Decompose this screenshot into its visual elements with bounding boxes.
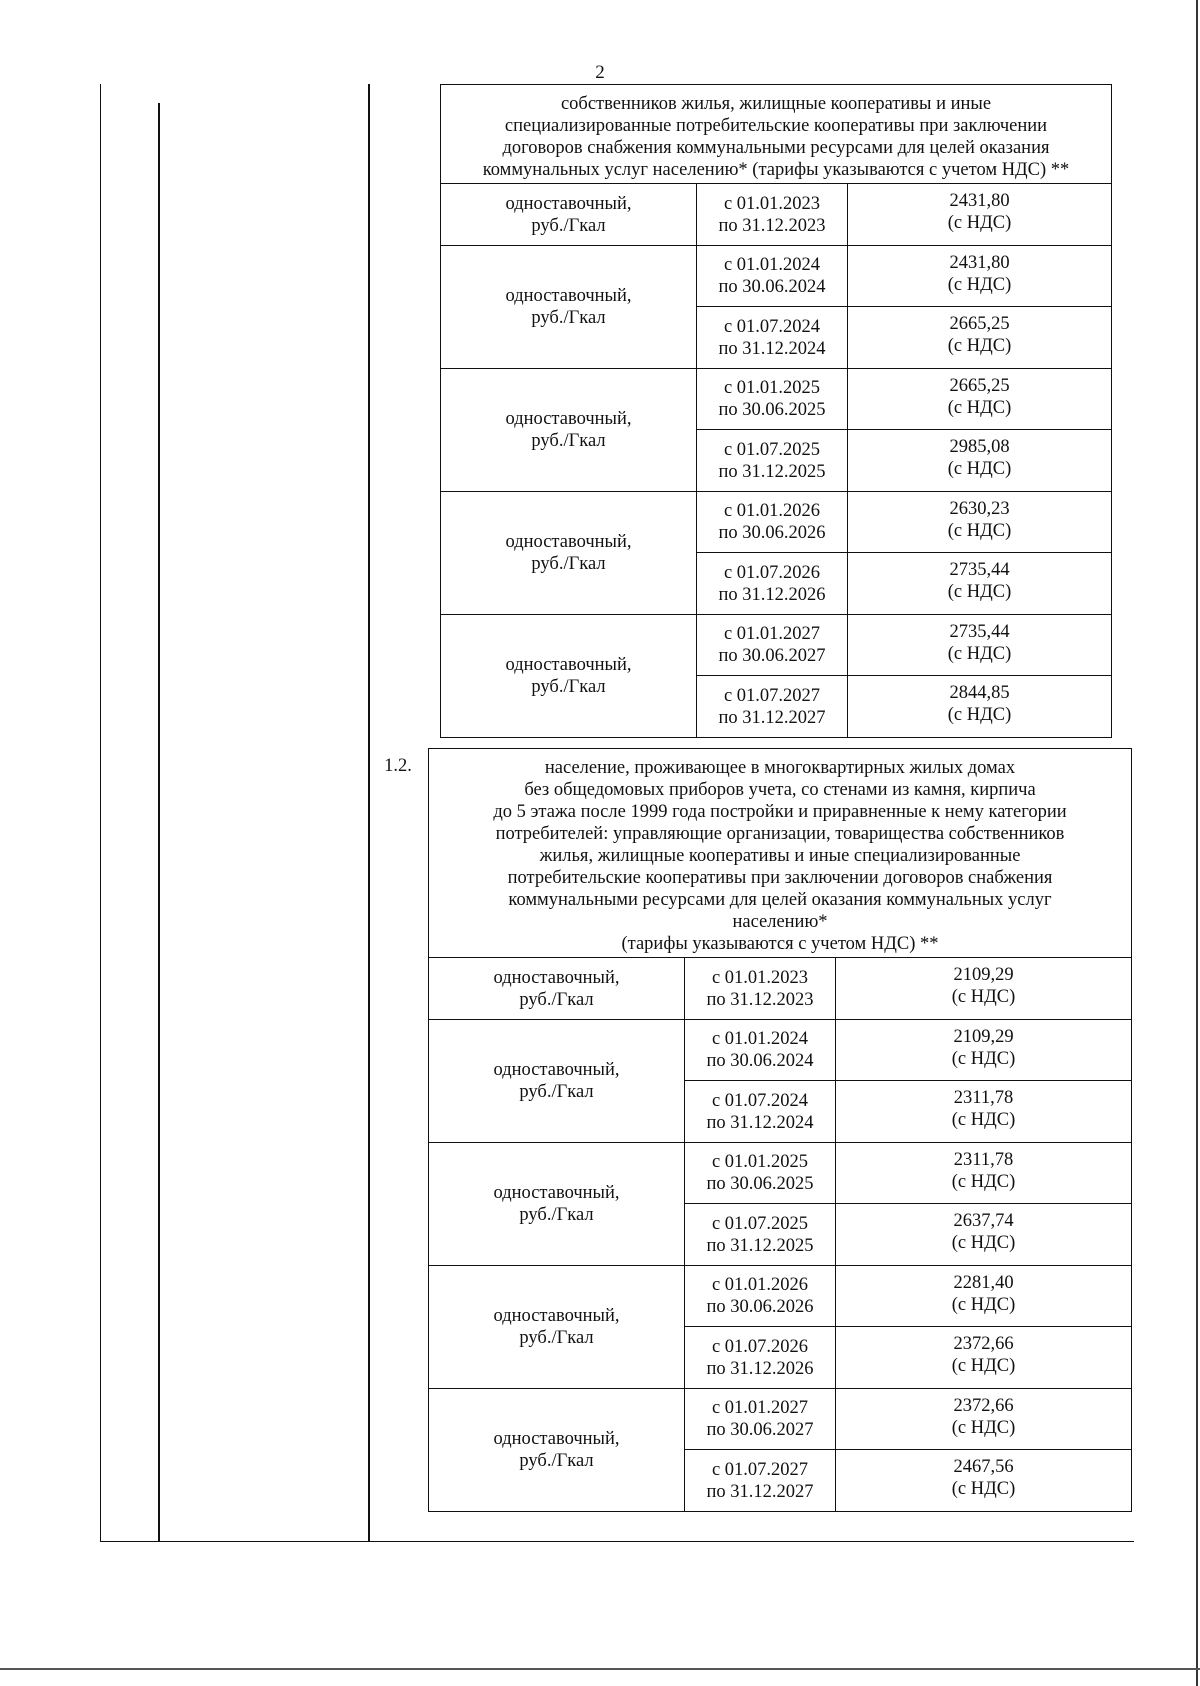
- tariff-value-cell: [848, 615, 1111, 675]
- tariff-period-row: [685, 1389, 1131, 1450]
- tariff-value-cell: [836, 1143, 1131, 1203]
- period-to: по 30.06.2025: [706, 1174, 814, 1194]
- column-divider-1: [158, 103, 160, 1542]
- tariff-group: [429, 1266, 1131, 1389]
- period-from: с 01.07.2024: [711, 1090, 809, 1111]
- tariff-value: 2431,80: [949, 191, 1010, 211]
- period-cell: [697, 430, 848, 491]
- tariff-period-row: [697, 553, 1111, 614]
- tariff-period-row: [697, 184, 1111, 245]
- period-cell: [697, 676, 848, 737]
- period-from: с 01.01.2023: [711, 967, 809, 988]
- tariff-value-cell: [848, 246, 1111, 306]
- tariff-value-cell: [836, 1327, 1131, 1388]
- column-divider-2: [368, 84, 370, 1542]
- tariff-period-row: [697, 676, 1111, 737]
- scan-edge-right: [1196, 0, 1198, 1686]
- period-cell: [685, 958, 836, 1019]
- tariff-group: [441, 184, 1111, 246]
- period-cell: [685, 1204, 836, 1265]
- tariff-period-row: [685, 1020, 1131, 1081]
- tariff-value: 2985,08: [949, 437, 1010, 457]
- period-cell: [685, 1389, 836, 1449]
- tariff-period-row: [685, 1081, 1131, 1142]
- scan-edge-bottom: [0, 1668, 1200, 1670]
- tariff-value: 2372,66: [953, 1334, 1014, 1354]
- period-from: с 01.01.2023: [723, 193, 821, 214]
- vat-note: (с НДС): [951, 1110, 1016, 1130]
- period-to: по 30.06.2027: [718, 646, 826, 666]
- vat-note: (с НДС): [951, 1172, 1016, 1192]
- section-1-2-title: население, проживающее в многоквартирных жилых домах без общедомовых приборов учета, со стенами из камня, кирпича до 5 этажа после 1999 года постройки и приравненные к нему категории потребителей: управляющие организации, товарищества собственников жилья, жилищные кооперативы и иные специализированные потребительские кооперативы при заключении договоров снабжения коммунальными ресурсами для целей оказания коммунальных услуг населению* (тарифы указываются с учетом НДС) **: [429, 749, 1131, 958]
- period-to: по 31.12.2027: [718, 707, 826, 728]
- period-from: с 01.07.2026: [711, 1336, 809, 1357]
- tariff-value: 2665,25: [949, 314, 1010, 334]
- tariff-value: 2281,40: [953, 1273, 1014, 1293]
- period-from: с 01.01.2026: [711, 1275, 809, 1295]
- period-from: с 01.07.2026: [723, 562, 821, 583]
- section-1-1-rows: [441, 184, 1111, 737]
- period-from: с 01.07.2027: [723, 685, 821, 706]
- tariff-period-row: [685, 1143, 1131, 1204]
- period-to: по 30.06.2026: [718, 523, 826, 543]
- period-cell: [697, 307, 848, 368]
- vat-note: (с НДС): [947, 213, 1012, 233]
- period-cell: [697, 492, 848, 552]
- tariff-value-cell: [836, 1020, 1131, 1080]
- period-cell: [697, 184, 848, 245]
- vat-note: (с НДС): [947, 705, 1012, 725]
- tariff-period-row: [697, 246, 1111, 307]
- tariff-period-row: [697, 492, 1111, 553]
- tariff-value: 2372,66: [953, 1396, 1014, 1416]
- tariff-value-cell: [848, 492, 1111, 552]
- tariff-type-cell: одноставочный, руб./Гкал: [441, 615, 697, 737]
- tariff-group: [441, 492, 1111, 615]
- tariff-type-cell: одноставочный, руб./Гкал: [429, 1020, 685, 1142]
- period-to: по 30.06.2027: [706, 1420, 814, 1440]
- period-cell: [685, 1020, 836, 1080]
- period-to: по 31.12.2027: [706, 1481, 814, 1502]
- vat-note: (с НДС): [947, 398, 1012, 418]
- tariff-value-cell: [848, 184, 1111, 245]
- period-cell: [697, 246, 848, 306]
- tariff-group: [441, 615, 1111, 737]
- period-to: по 30.06.2026: [706, 1297, 814, 1317]
- tariff-value-cell: [848, 307, 1111, 368]
- tariff-period-row: [685, 1327, 1131, 1388]
- period-from: с 01.01.2025: [711, 1152, 809, 1172]
- period-to: по 31.12.2026: [706, 1358, 814, 1379]
- section-1-2-number: 1.2.: [384, 756, 412, 776]
- tariff-value-cell: [836, 958, 1131, 1019]
- tariff-value-cell: [836, 1450, 1131, 1511]
- period-to: по 30.06.2025: [718, 400, 826, 420]
- page-number: 2: [595, 62, 605, 83]
- tariff-value: 2735,44: [949, 560, 1010, 580]
- tariff-group: [429, 958, 1131, 1020]
- vat-note: (с НДС): [951, 1049, 1016, 1069]
- period-to: по 31.12.2025: [718, 461, 826, 482]
- vat-note: (с НДС): [951, 1418, 1016, 1438]
- tariff-value: 2630,23: [949, 499, 1010, 519]
- tariff-group: [441, 246, 1111, 369]
- period-from: с 01.07.2025: [723, 439, 821, 460]
- tariff-value-cell: [836, 1204, 1131, 1265]
- vat-note: (с НДС): [951, 1295, 1016, 1315]
- tariff-value-cell: [836, 1266, 1131, 1326]
- vat-note: (с НДС): [947, 459, 1012, 479]
- tariff-type-cell: одноставочный, руб./Гкал: [429, 958, 685, 1019]
- period-to: по 30.06.2024: [706, 1051, 814, 1071]
- tariff-period-row: [685, 1266, 1131, 1327]
- period-from: с 01.01.2027: [711, 1398, 809, 1418]
- vat-note: (с НДС): [947, 521, 1012, 541]
- section-1-1-title: собственников жилья, жилищные кооперативы и иные специализированные потребительские кооперативы при заключении договоров снабжения коммунальными ресурсами для целей оказания коммунальных услуг населению* (тарифы указываются с учетом НДС) **: [441, 85, 1111, 184]
- tariff-type-cell: одноставочный, руб./Гкал: [429, 1266, 685, 1388]
- tariff-value-cell: [836, 1081, 1131, 1142]
- tariff-period-row: [685, 1450, 1131, 1511]
- vat-note: (с НДС): [951, 1356, 1016, 1376]
- period-from: с 01.01.2025: [723, 378, 821, 398]
- period-cell: [685, 1081, 836, 1142]
- tariff-value-cell: [848, 369, 1111, 429]
- vat-note: (с НДС): [951, 987, 1016, 1007]
- tariff-group: [441, 369, 1111, 492]
- period-from: с 01.01.2026: [723, 501, 821, 521]
- vat-note: (с НДС): [947, 336, 1012, 356]
- period-from: с 01.01.2027: [723, 624, 821, 644]
- tariff-period-row: [697, 369, 1111, 430]
- period-to: по 31.12.2023: [718, 215, 826, 236]
- tariff-value: 2311,78: [953, 1150, 1014, 1170]
- period-cell: [697, 615, 848, 675]
- tariff-value: 2735,44: [949, 622, 1010, 642]
- tariff-group: [429, 1020, 1131, 1143]
- tariff-value: 2467,56: [953, 1457, 1014, 1477]
- vat-note: (с НДС): [947, 275, 1012, 295]
- section-1-2-table: [428, 748, 1132, 1512]
- tariff-value-cell: [848, 430, 1111, 491]
- vat-note: (с НДС): [951, 1233, 1016, 1253]
- period-to: по 30.06.2024: [718, 277, 826, 297]
- tariff-value: 2311,78: [953, 1088, 1014, 1108]
- tariff-period-row: [685, 1204, 1131, 1265]
- tariff-group: [429, 1389, 1131, 1511]
- period-cell: [697, 553, 848, 614]
- tariff-type-cell: одноставочный, руб./Гкал: [441, 492, 697, 614]
- tariff-value-cell: [848, 553, 1111, 614]
- tariff-period-row: [697, 615, 1111, 676]
- tariff-value-cell: [848, 676, 1111, 737]
- period-cell: [685, 1266, 836, 1326]
- period-cell: [685, 1450, 836, 1511]
- period-cell: [697, 369, 848, 429]
- tariff-period-row: [697, 430, 1111, 491]
- tariff-type-cell: одноставочный, руб./Гкал: [441, 369, 697, 491]
- period-from: с 01.07.2025: [711, 1213, 809, 1234]
- tariff-type-cell: одноставочный, руб./Гкал: [429, 1143, 685, 1265]
- period-cell: [685, 1327, 836, 1388]
- tariff-type-cell: одноставочный, руб./Гкал: [441, 246, 697, 368]
- tariff-value: 2109,29: [953, 965, 1014, 985]
- tariff-type-cell: одноставочный, руб./Гкал: [441, 184, 697, 245]
- period-from: с 01.07.2024: [723, 316, 821, 337]
- tariff-value: 2665,25: [949, 376, 1010, 396]
- vat-note: (с НДС): [947, 644, 1012, 664]
- period-from: с 01.01.2024: [711, 1029, 809, 1049]
- period-to: по 31.12.2024: [706, 1112, 814, 1133]
- vat-note: (с НДС): [947, 582, 1012, 602]
- period-from: с 01.01.2024: [723, 255, 821, 275]
- tariff-value: 2431,80: [949, 253, 1010, 273]
- tariff-group: [429, 1143, 1131, 1266]
- tariff-value: 2637,74: [953, 1211, 1014, 1231]
- period-cell: [685, 1143, 836, 1203]
- period-to: по 31.12.2023: [706, 989, 814, 1010]
- period-to: по 31.12.2026: [718, 584, 826, 605]
- period-from: с 01.07.2027: [711, 1459, 809, 1480]
- tariff-type-cell: одноставочный, руб./Гкал: [429, 1389, 685, 1511]
- tariff-period-row: [697, 307, 1111, 368]
- section-1-2-rows: [429, 958, 1131, 1511]
- period-to: по 31.12.2025: [706, 1235, 814, 1256]
- tariff-period-row: [685, 958, 1131, 1019]
- tariff-value-cell: [836, 1389, 1131, 1449]
- tariff-value: 2109,29: [953, 1027, 1014, 1047]
- vat-note: (с НДС): [951, 1479, 1016, 1499]
- period-to: по 31.12.2024: [718, 338, 826, 359]
- section-1-1-table: [440, 84, 1112, 738]
- tariff-value: 2844,85: [949, 683, 1010, 703]
